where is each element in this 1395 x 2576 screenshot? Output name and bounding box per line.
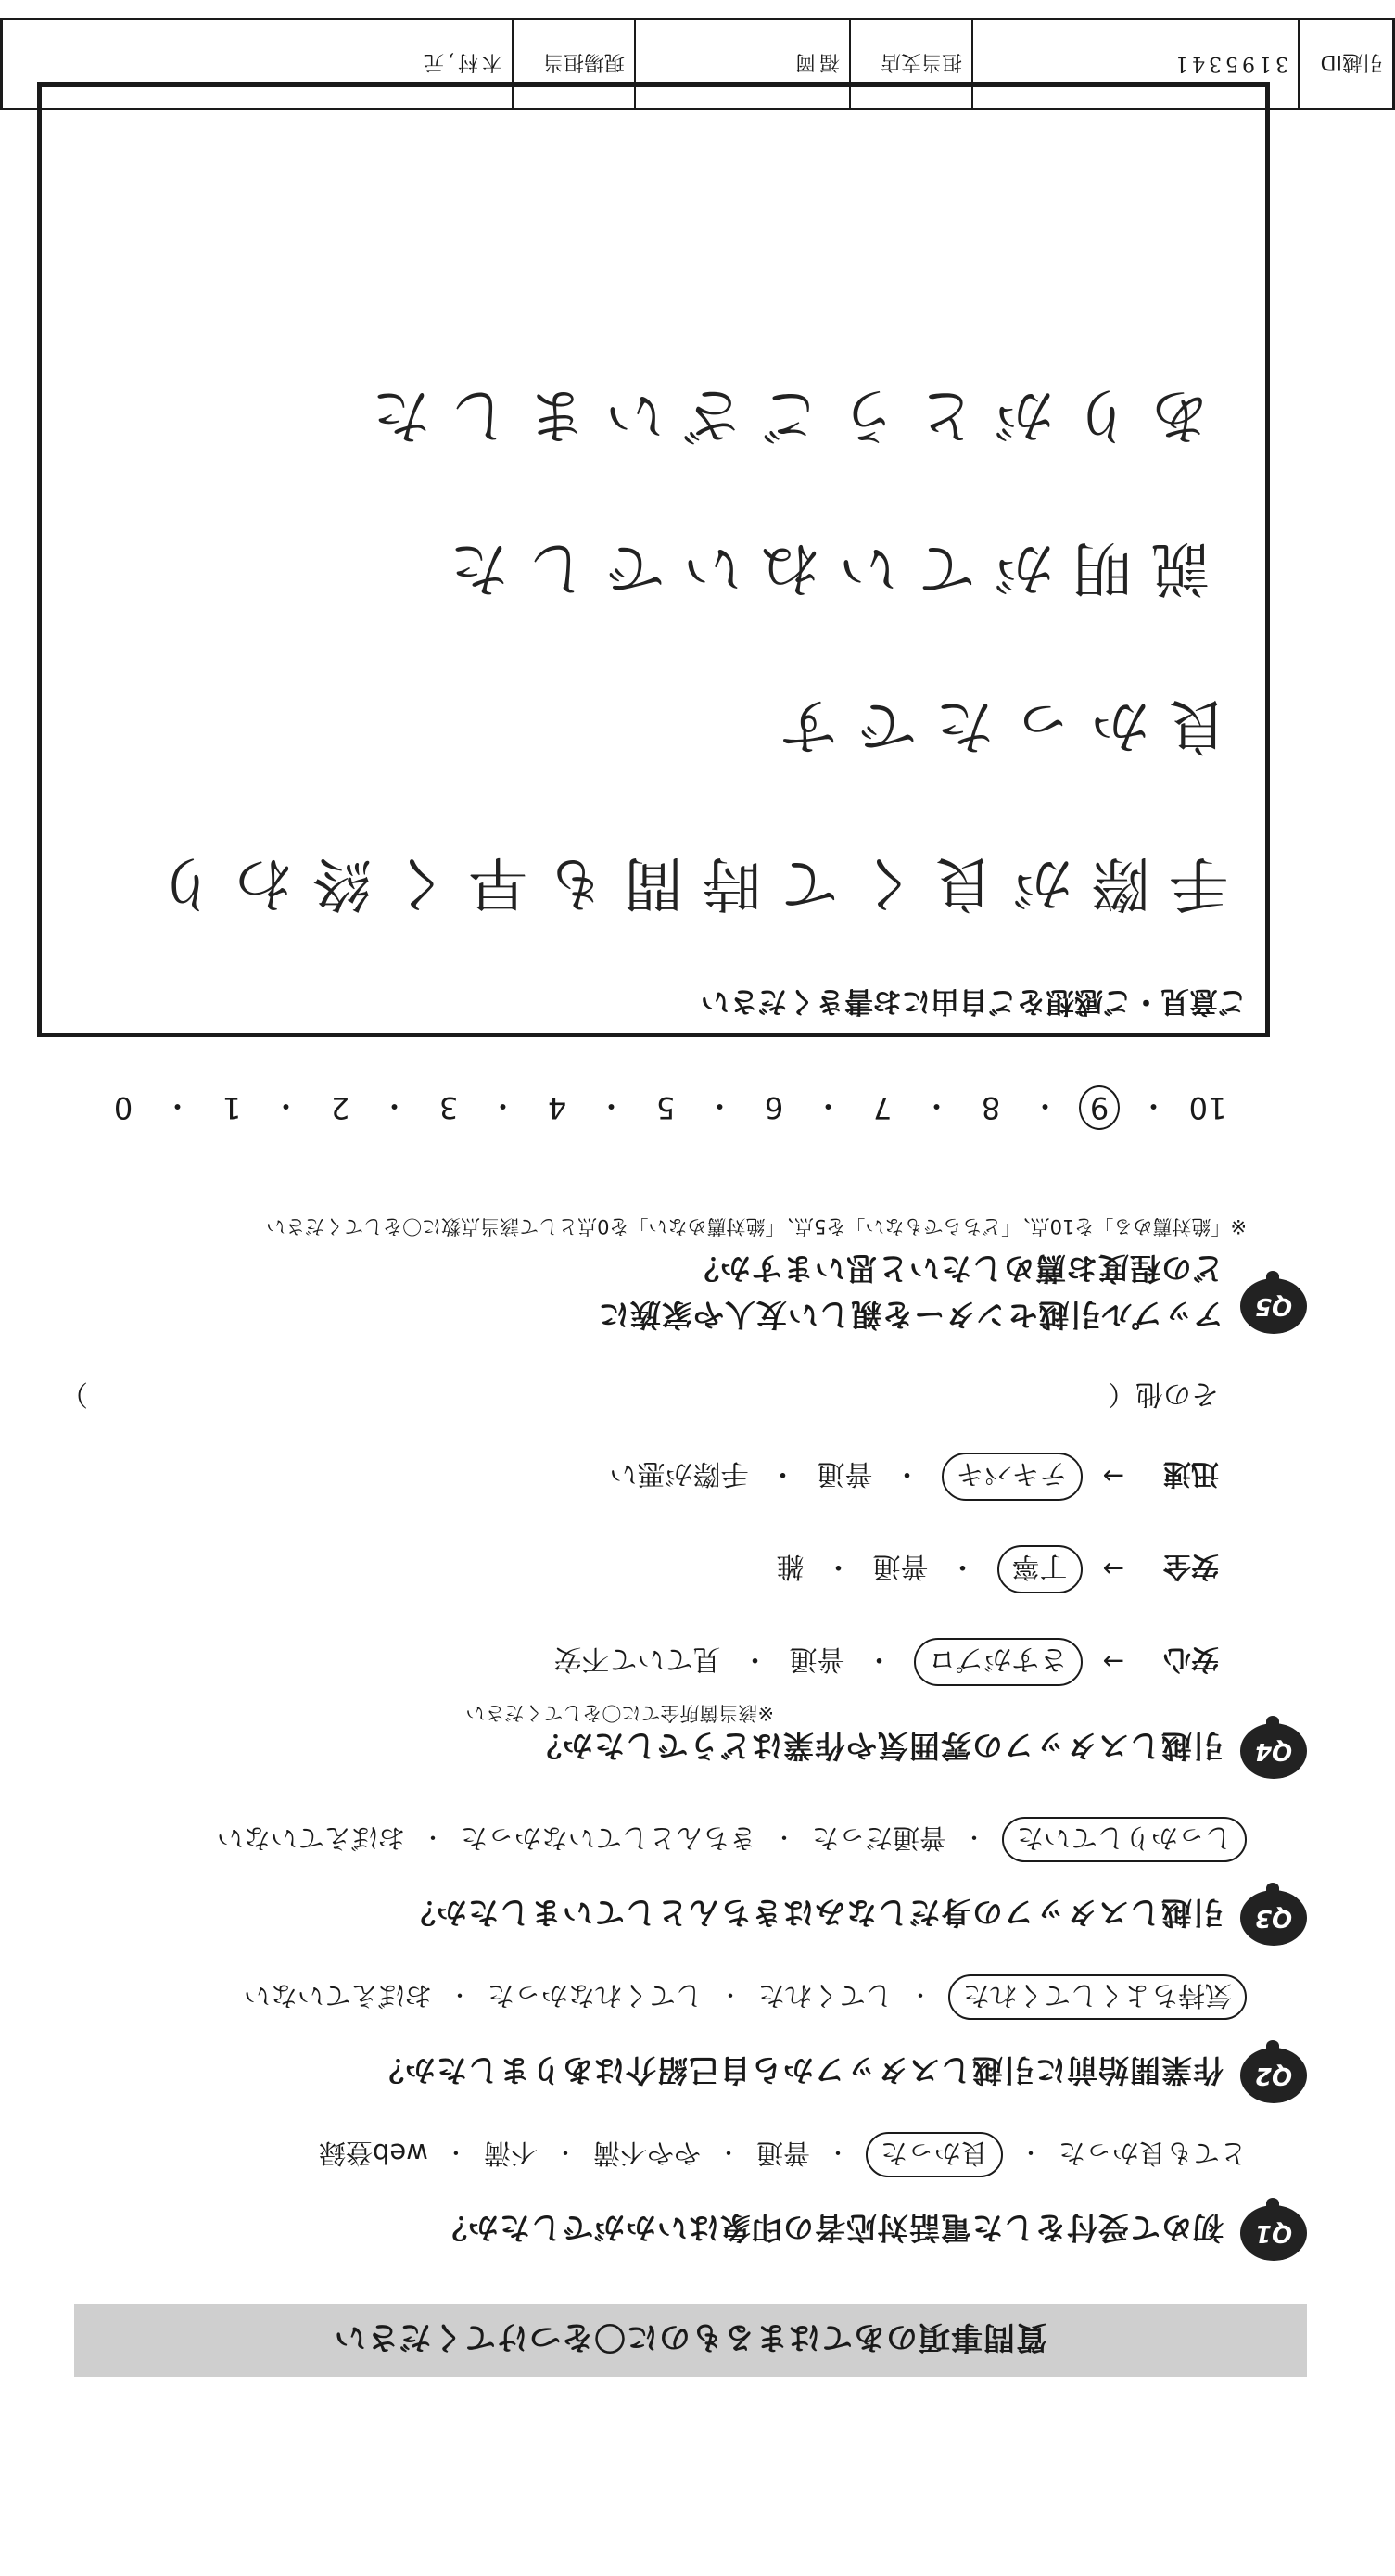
other-close[interactable]: ） [60,1377,88,1410]
handwritten-line: 良かったです [761,691,1228,759]
row-label: 安全 [1163,1550,1219,1582]
q5-note: ※「絶対薦める」を10点、「どちらでもない」を5点、「絶対薦めない」を0点として該当点数に〇をしてください [266,1215,1247,1237]
scale-option[interactable]: 7 [872,1090,893,1125]
row-option-selected[interactable]: テキパキ [942,1453,1083,1501]
comment-title: ご意見・ご感想をご自由にお書きください [701,984,1247,1018]
row-option[interactable]: 見ていて不安 [553,1643,721,1675]
handwritten-line: ありがとうございました [353,380,1210,449]
leader-value[interactable]: 木村,元 [420,50,502,74]
row-option-selected[interactable]: さすがプロ [914,1638,1083,1686]
row-option[interactable]: 手際が悪い [609,1457,749,1490]
scale-option[interactable]: 0 [113,1090,133,1125]
q1-option[interactable]: web登録 [318,2138,428,2169]
q4-note: ※該当箇所全てに〇をしてください [465,1702,774,1724]
q2-badge: Q2 [1240,2048,1307,2103]
q1-option[interactable]: 普通 [755,2138,810,2169]
q1-option[interactable]: 不満 [483,2138,538,2169]
row-label: 迅速 [1163,1457,1219,1490]
q4-row-jinsoku: 迅速 → テキパキ ・ 普通 ・ 手際が悪い [610,1453,1219,1501]
row-option[interactable]: 雑 [776,1550,805,1582]
q2-option[interactable]: してくれなかった [487,1980,703,2011]
q3-option[interactable]: 普通だった [811,1822,946,1854]
q4-row-anshin: 安心 → さすがプロ ・ 普通 ・ 見ていて不安 [554,1638,1219,1686]
scale-option[interactable]: 8 [981,1090,1001,1125]
scale-option-selected[interactable]: 9 [1079,1085,1120,1130]
q1-question: 初めて受付をした電話対応者の印象はいかがでしたか？ [436,2210,1224,2246]
q2-options: 気持ちよくしてくれた ・ してくれた ・ してくれなかった ・ おぼえていない [244,1974,1247,2020]
arrow-icon: → [1102,1554,1124,1585]
comment-box[interactable] [37,82,1270,1037]
row-option[interactable]: 普通 [817,1457,873,1490]
q1-option[interactable]: やや不満 [592,2138,701,2169]
scale-option[interactable]: 2 [330,1090,350,1125]
q3-option-selected[interactable]: しっかりしていた [1002,1817,1247,1862]
id-value[interactable]: 3195341 [971,20,1298,108]
q1-badge: Q1 [1240,2205,1307,2261]
q4-question: 引越しスタッフの雰囲気や作業はどうでしたか？ [530,1728,1224,1764]
row-option[interactable]: 普通 [789,1643,845,1675]
row-option[interactable]: 普通 [872,1550,929,1582]
q1-option-selected[interactable]: 良かった [866,2132,1003,2177]
handwritten-line: 説明がていねいでした [431,533,1210,602]
q5-badge: Q5 [1240,1278,1307,1334]
leader-label: 現場担当 [512,20,634,108]
q4-badge: Q4 [1240,1723,1307,1779]
q3-question: 引越しスタッフの身だしなみはきちんとしていましたか？ [404,1895,1224,1931]
instructions-header: 質問事項のあてはまるものに〇をつけてください [74,2304,1307,2377]
q4-row-anzen: 安全 → 丁寧 ・ 普通 ・ 雑 [777,1545,1219,1593]
scale-option[interactable]: 5 [655,1090,676,1125]
q4-other [60,1377,1219,1417]
row-label: 安心 [1163,1643,1219,1675]
q5-question-line2: どの程度お薦めしたいと思いますか？ [688,1250,1224,1287]
scale-option[interactable]: 3 [438,1090,459,1125]
q1-option[interactable]: とても良かった [1058,2138,1247,2169]
branch-label: 担当支店 [849,20,971,108]
scale-option[interactable]: 6 [764,1090,784,1125]
branch-value[interactable]: 福岡 [634,20,849,108]
q2-option-selected[interactable]: 気持ちよくしてくれた [948,1974,1247,2020]
recommend-scale: 10 ・ 9 ・ 8 ・ 7 ・ 6 ・ 5 ・ 4 ・ 3 ・ 2 ・ 1 ・ 0 [103,1085,1228,1130]
scale-option[interactable]: 4 [547,1090,567,1125]
q3-option[interactable]: きちんとしていなかった [460,1822,756,1854]
q3-option[interactable]: おぼえていない [216,1822,405,1854]
q5-question-line1: アップル引越センターを親しい友人や家族に [597,1297,1224,1333]
q1-options: とても良かった ・ 良かった ・ 普通 ・ やや不満 ・ 不満 ・ web登録 [319,2132,1247,2177]
arrow-icon: → [1102,1646,1124,1678]
handwritten-line: 手際が良くて時間も早く終わり [138,848,1228,917]
q3-badge: Q3 [1240,1890,1307,1946]
row-option-selected[interactable]: 丁寧 [997,1545,1083,1593]
other-label: その他（ [1108,1377,1219,1410]
scale-option[interactable]: 10 [1188,1090,1227,1125]
id-label: 引越ID [1298,20,1392,108]
arrow-icon: → [1102,1461,1124,1492]
id-table [0,18,1395,110]
q2-question: 作業開始前に引越しスタッフから自己紹介はありましたか？ [373,2052,1224,2088]
q3-options: しっかりしていた ・ 普通だった ・ きちんとしていなかった ・ おぼえていない [217,1817,1247,1862]
q2-option[interactable]: おぼえていない [243,1980,432,2011]
scale-option[interactable]: 1 [222,1090,242,1125]
q2-option[interactable]: してくれた [757,1980,893,2011]
